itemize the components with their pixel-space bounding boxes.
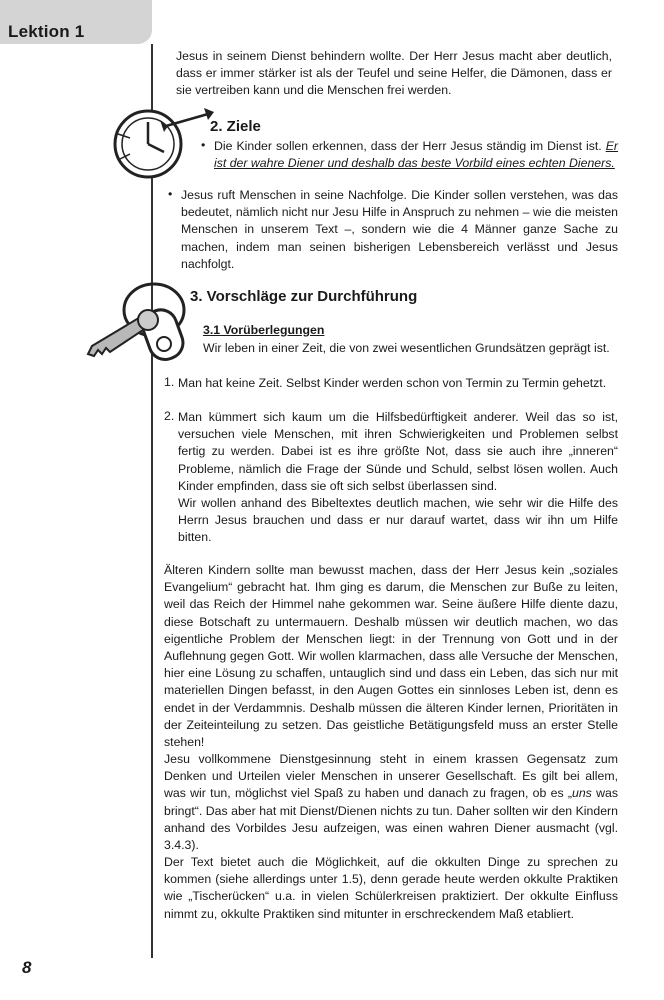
goals-bullet-1: [214, 138, 618, 172]
body-paragraph-2: [164, 751, 618, 854]
bullet-marker: •: [201, 138, 206, 152]
key-icon: [84, 280, 204, 370]
list-item-2-continued: Wir wollen anhand des Bibeltextes deutlich machen, wie sehr wir die Hilfe des Herrn Jesus brauchen und dass er nur darauf wartet, dass wir ihn um Hilfe bitten.: [178, 496, 618, 545]
suggestions-heading: 3. Vorschläge zur Durchführung: [190, 288, 418, 305]
goals-bullet-1-text: Die Kinder sollen erkennen, dass der Herr Jesus ständig im Dienst ist.: [214, 139, 602, 153]
body-paragraph-2-emphasis: uns: [572, 786, 592, 801]
body-paragraph-1: Älteren Kindern sollte man bewusst machen, dass der Herr Jesus kein „soziales Evangelium“ gebracht hat. Ihm ging es darum, die Menschen zur Buße zu leiten, weil das Reich der Himmel nahe gekommen war. Seine äußere Hilfe diente dazu, diese Botschaft zu untermauern. Deshalb müssen wir deutlich machen, wo das eigentliche Problem der Menschen liegt: in der Trennung von Gott und in der Auflehnung gegen Gott. Wir wollen klarmachen, dass alle Versuche der Menschen, hier eine Lösung zu schaffen, untauglich sind und dass ein Leben, das sich nur mit materiellen Dingen befasst, in den Augen Gottes ein sinnloses Leben ist, denn es endet in der Verdammnis. Deshalb müssen die älteren Kinder lernen, Prioritäten in der Zeiteinteilung zu setzen. Das geistliche Betätigungsfeld muss an erster Stelle stehen!: [164, 563, 618, 750]
page-number: 8: [22, 958, 32, 977]
subheading-considerations: 3.1 Vorüberlegungen: [203, 323, 325, 337]
intro-paragraph: Jesus in seinem Dienst behindern wollte. Der Herr Jesus macht aber deutlich, dass er immer stärker ist als der Teufel und seine Helfer, die Dämonen, dass er sie vertreiben kann und die Menschen frei werden.: [176, 49, 612, 98]
goals-heading: 2. Ziele: [210, 118, 261, 135]
list-item-1: Man hat keine Zeit. Selbst Kinder werden schon von Termin zu Termin gehetzt.: [178, 376, 607, 390]
lesson-tab: [0, 0, 152, 44]
body-paragraph-2-end: was bringt“. Das aber hat mit Dienst/Dienen nichts zu tun. Daher sollten wir den Kindern anhand des Vorbildes Jesu aufzeigen, was einen wahren Diener ausmacht (vgl. 3.4.3).: [164, 786, 618, 853]
list-item-2: Man kümmert sich kaum um die Hilfsbedürftigkeit anderer. Weil das so ist, versuchen viele Menschen, mit ihren Schwierigkeiten und Problemen selbst fertig zu werden. Dabei ist es ihre größte Not, dass sie auch ihre „inneren“ Probleme, nämlich die Frage der Sünde und Schuld, selbst lösen wollen. Auch Kinder empfinden, dass sie oft sich selbst überlassen sind.: [178, 410, 618, 493]
list-number-1: 1.: [164, 375, 175, 389]
lesson-tab-label: Lektion 1: [8, 22, 85, 41]
considerations-intro: Wir leben in einer Zeit, die von zwei wesentlichen Grundsätzen geprägt ist.: [203, 341, 610, 355]
goals-bullet-1-emphasis: Er ist der wahre Diener und deshalb das beste Vorbild eines echten Dieners.: [214, 139, 618, 171]
body-paragraph-2-start: Jesu vollkommene Dienstgesinnung steht in einem krassen Gegensatz zum Denken und Urteilen vieler Menschen in unserer Gesellschaft. Es gilt bei allem, was wir tun, möglichst viel Spaß zu haben und danach zu fragen, ob es „: [164, 752, 618, 801]
bullet-marker: •: [168, 187, 173, 201]
body-paragraph-3: Der Text bietet auch die Möglichkeit, auf die okkulten Dinge zu sprechen zu kommen (siehe allerdings unter 1.5), denn gerade heute werden okkulte Praktiken wie „Tischerücken“ u.a. in vielen Schülerkreisen praktiziert. Der okkulte Einfluss nimmt zu, okkulte Praktiken sind mitunter in erschreckendem Maß etabliert.: [164, 855, 618, 921]
list-number-2: 2.: [164, 409, 175, 423]
goals-bullet-2: Jesus ruft Menschen in seine Nachfolge. Die Kinder sollen verstehen, was das bedeutet, nämlich nicht nur Jesu Hilfe in Anspruch zu nehmen – wie die meisten Menschen in unserem Text –, sondern wie die 4 Männer ganze Sache zu machen, indem man seinen bisherigen Lebensbereich verlässt und Jesus nachfolgt.: [181, 188, 618, 271]
